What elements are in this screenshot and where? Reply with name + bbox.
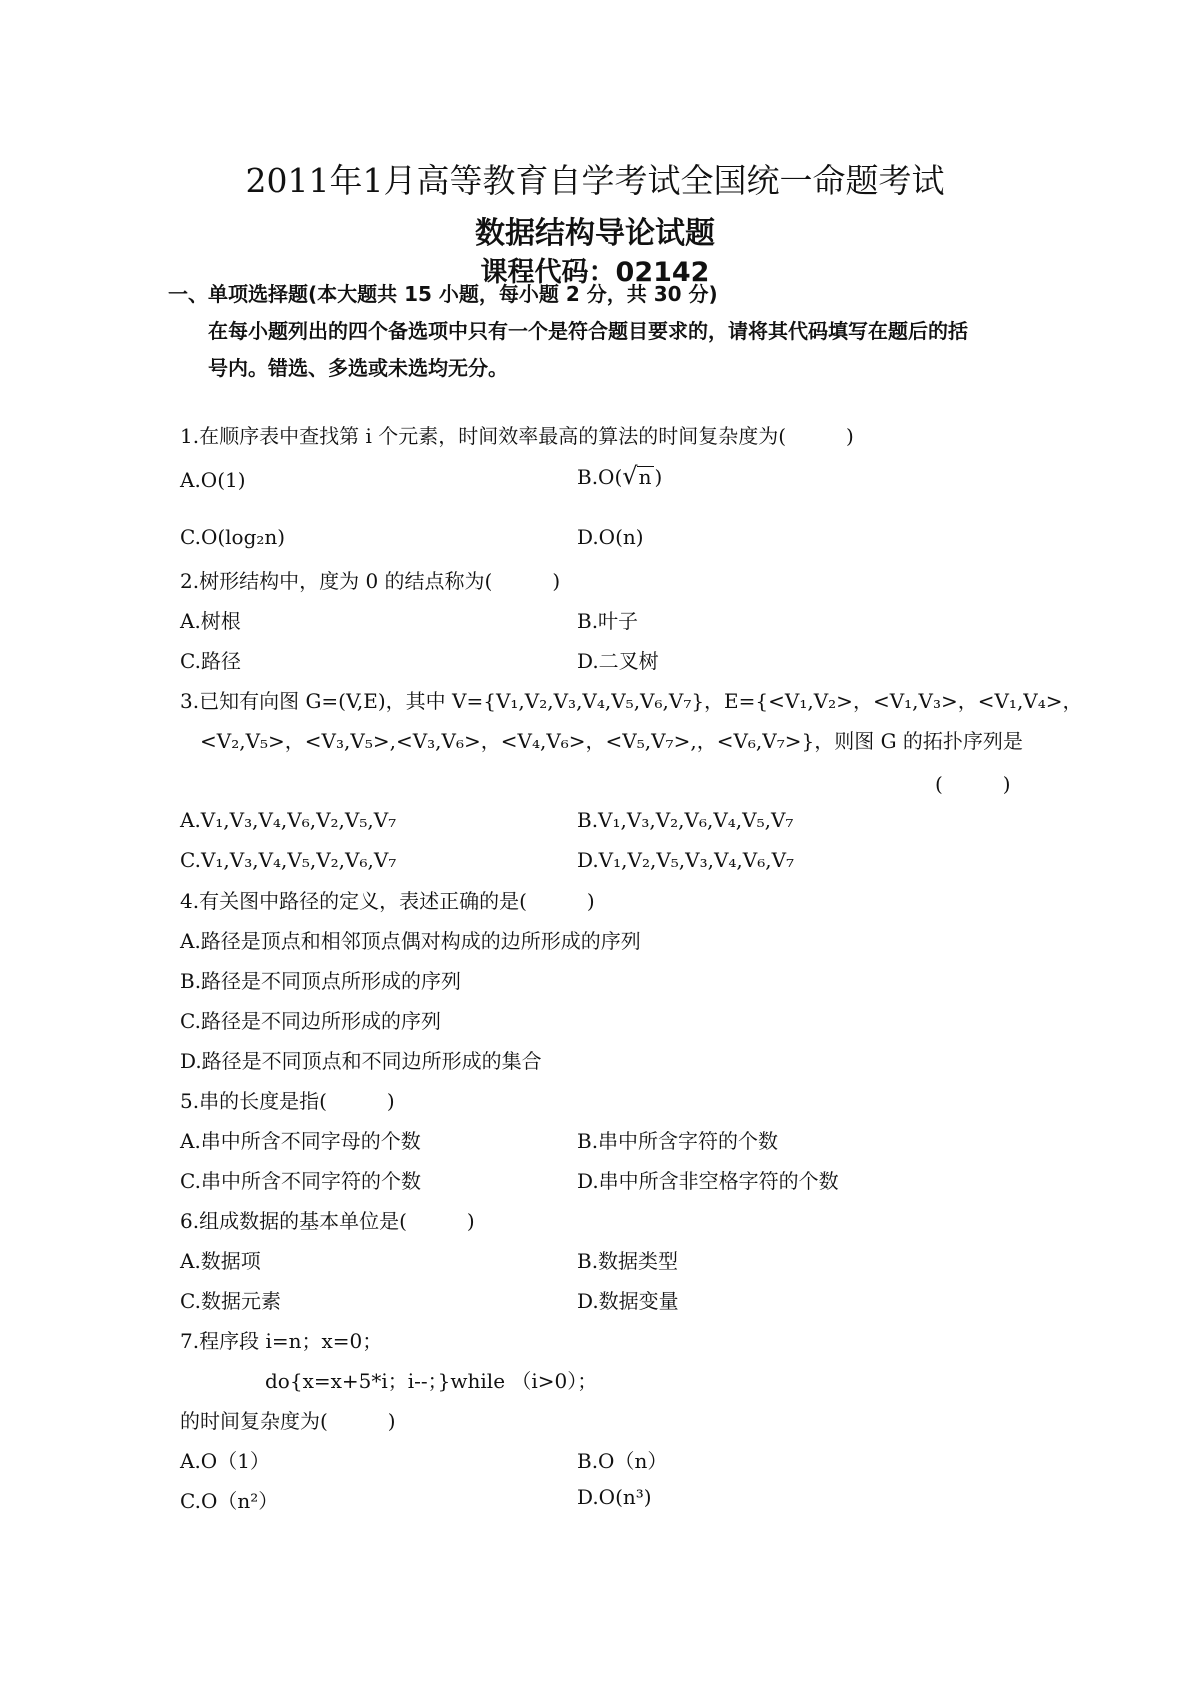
question-7-option-b: B.O（n） — [577, 1449, 668, 1473]
question-5-option-c: C.串中所含不同字符的个数 — [180, 1169, 421, 1193]
question-5-option-a: A.串中所含不同字母的个数 — [180, 1129, 421, 1153]
question-7-option-a: A.O（1） — [180, 1449, 270, 1473]
question-7-option-d: D.O(n³) — [577, 1485, 652, 1509]
question-4-option-b: B.路径是不同顶点所形成的序列 — [180, 969, 462, 993]
question-1-option-c: C.O(log₂n) — [180, 525, 286, 549]
question-4-option-a: A.路径是顶点和相邻顶点偶对构成的边所形成的序列 — [180, 929, 641, 953]
question-1-option-b-suffix: ) — [654, 465, 663, 489]
question-1-option-b-prefix: B.O( — [577, 465, 623, 489]
question-4-stem: 4.有关图中路径的定义，表述正确的是( ) — [180, 889, 595, 913]
question-6-option-c: C.数据元素 — [180, 1289, 281, 1313]
question-2-option-b: B.叶子 — [577, 609, 639, 633]
question-3-option-c: C.V₁,V₃,V₄,V₅,V₂,V₆,V₇ — [180, 848, 397, 872]
question-3-option-d: D.V₁,V₂,V₅,V₃,V₄,V₆,V₇ — [577, 848, 795, 872]
question-2-option-d: D.二叉树 — [577, 649, 659, 673]
course-code: 课程代码：02142 — [480, 257, 710, 288]
exam-title: 2011年1月高等教育自学考试全国统一命题考试 — [245, 161, 945, 200]
question-6-option-a: A.数据项 — [180, 1249, 261, 1273]
question-1-option-b-radicand: n — [637, 466, 655, 487]
question-3-answer-paren: ( ) — [935, 772, 1011, 796]
question-6-stem: 6.组成数据的基本单位是( ) — [180, 1209, 475, 1233]
question-6-option-b: B.数据类型 — [577, 1249, 679, 1273]
question-1-option-a: A.O(1) — [180, 468, 246, 492]
section-heading: 一、单项选择题(本大题共 15 小题，每小题 2 分，共 30 分) — [168, 282, 718, 306]
section-instruction-line1: 在每小题列出的四个备选项中只有一个是符合题目要求的，请将其代码填写在题后的括 — [208, 319, 968, 343]
subject-title: 数据结构导论试题 — [475, 216, 715, 251]
question-1-option-d: D.O(n) — [577, 525, 644, 549]
question-3-stem-line1: 3.已知有向图 G=(V,E)，其中 V={V₁,V₂,V₃,V₄,V₅,V₆,V₇}，E={<V₁,V₂>，<V₁,V₃>，<V₁,V₄>， — [180, 689, 1083, 713]
question-2-option-c: C.路径 — [180, 649, 241, 673]
question-2-stem: 2.树形结构中，度为 0 的结点称为( ) — [180, 569, 561, 593]
question-6-option-d: D.数据变量 — [577, 1289, 679, 1313]
question-7-stem: 7.程序段 i=n；x=0； — [180, 1329, 383, 1353]
question-3-stem-line2: <V₂,V₅>，<V₃,V₅>,<V₃,V₆>，<V₄,V₆>，<V₅,V₇>,，<V₆,V₇>}，则图 G 的拓扑序列是 — [200, 729, 1023, 753]
question-4-option-c: C.路径是不同边所形成的序列 — [180, 1009, 441, 1033]
question-1-stem: 1.在顺序表中查找第 i 个元素，时间效率最高的算法的时间复杂度为( ) — [180, 424, 854, 448]
question-2-option-a: A.树根 — [180, 609, 241, 633]
sqrt-symbol: √ — [622, 462, 638, 490]
question-1-option-b — [577, 462, 662, 490]
question-7-code: do{x=x+5*i；i--；}while （i>0）； — [265, 1369, 598, 1393]
question-7-stem2: 的时间复杂度为( ) — [180, 1409, 396, 1433]
question-7-option-c: C.O（n²） — [180, 1489, 279, 1513]
question-3-option-a: A.V₁,V₃,V₄,V₆,V₂,V₅,V₇ — [180, 808, 397, 832]
question-5-option-b: B.串中所含字符的个数 — [577, 1129, 779, 1153]
question-4-option-d: D.路径是不同顶点和不同边所形成的集合 — [180, 1049, 542, 1073]
section-instruction-line2: 号内。错选、多选或未选均无分。 — [208, 356, 508, 380]
question-5-option-d: D.串中所含非空格字符的个数 — [577, 1169, 839, 1193]
question-5-stem: 5.串的长度是指( ) — [180, 1089, 395, 1113]
question-3-option-b: B.V₁,V₃,V₂,V₆,V₄,V₅,V₇ — [577, 808, 794, 832]
